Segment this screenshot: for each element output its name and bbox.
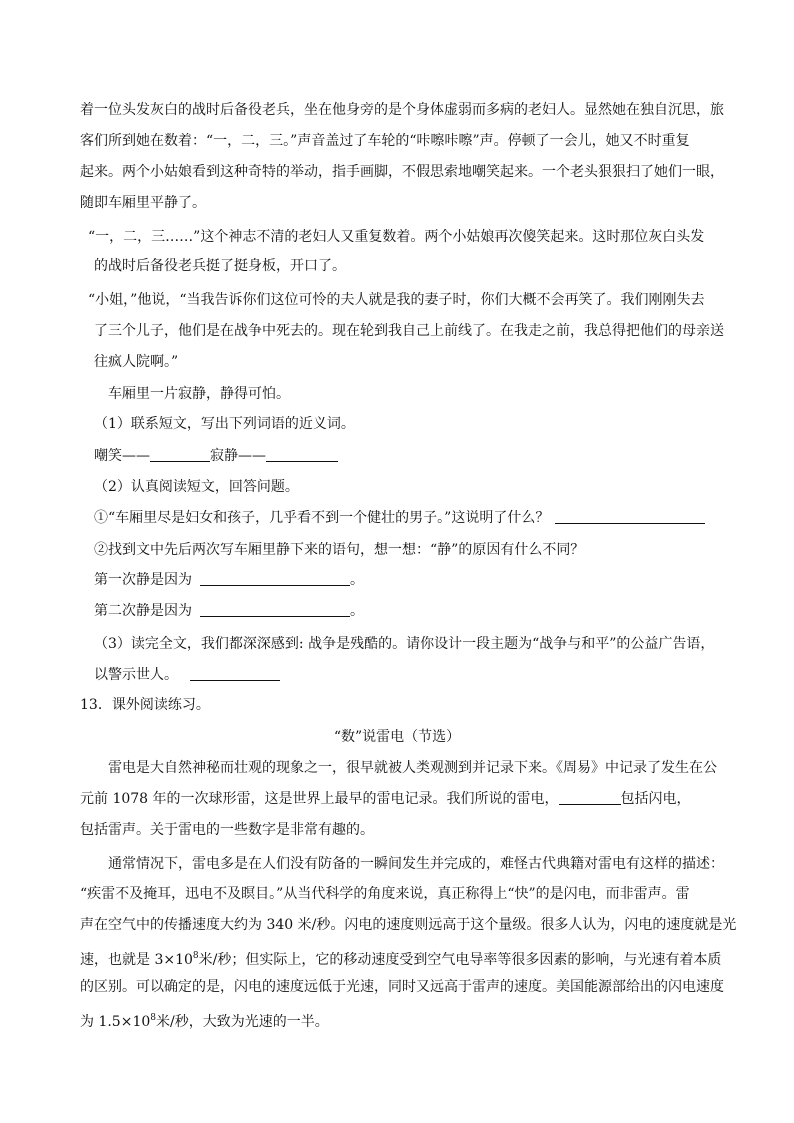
passage-line-5: “一，二，三……”这个神志不清的老妇人又重复数着。两个小姑娘再次傻笑起来。这时那位灰白头发 (88, 229, 705, 245)
passage-line-6: 的战时后备役老兵挺了挺身板，开口了。 (94, 258, 346, 274)
synonym-blank-2[interactable] (266, 447, 338, 462)
passage-line-1: 着一位头发灰白的战时后备役老兵，坐在他身旁的是个身体虚弱而多病的老妇人。显然她在独自沉思，旅 (80, 102, 724, 118)
second-quiet-label: 第二次静是因为 (94, 603, 192, 619)
article-p2-line-4-tail: 米/秒；但实际上，它的移动速度受到空气电导率等很多因素的影响，与光速有着本质 (198, 952, 722, 968)
question-2-second-line (94, 601, 364, 621)
light-speed-base: 速，也就是 3×10 (80, 952, 193, 968)
question-2-1: ①“车厢里尽是妇女和孩子，几乎看不到一个健壮的男子。”这说明了什么？ (94, 510, 550, 526)
article-p1-line-2-tail: 包括闪电， (620, 791, 691, 807)
article-title: “数”说雷电（节选） (333, 729, 461, 745)
synonym-blank-1[interactable] (150, 447, 210, 462)
question-3-line-1: （3）读完全文，我们都深深感到: 战争是残酷的。请你设计一段主题为“战争与和平”的公益广告语， (94, 636, 715, 652)
article-p2-line-4 (80, 946, 721, 966)
light-speed-exponent: 8 (192, 951, 199, 961)
passage-line-9: 往疯人院啊。” (94, 354, 179, 370)
period-1: 。 (350, 572, 364, 588)
synonym-label-1: 嘲笑—— (94, 448, 150, 464)
question-3-blank[interactable] (190, 666, 280, 681)
passage-line-4: 随即车厢里平静了。 (80, 195, 206, 211)
question-1: （1）联系短文，写出下列词语的近义词。 (94, 416, 355, 432)
question-2: （2）认真阅读短文，回答问题。 (94, 479, 299, 495)
question-1-answer-line (94, 446, 338, 466)
section-13-heading: 13．课外阅读练习。 (80, 697, 210, 713)
first-quiet-label: 第一次静是因为 (94, 572, 192, 588)
period-2: 。 (350, 603, 364, 619)
second-quiet-blank[interactable] (200, 602, 350, 617)
article-p2-line-6 (80, 1008, 329, 1028)
question-2-2: ②找到文中先后两次写车厢里静下来的语句，想一想：“静”的原因有什么不同？ (94, 542, 585, 558)
question-2-1-line (94, 508, 705, 528)
passage-line-8: 了三个儿子，他们是在战争中死去的。现在轮到我自己上前线了。在我走之前，我总得把他们的母亲送 (94, 323, 724, 339)
question-2-first-line (94, 570, 364, 590)
first-quiet-blank[interactable] (200, 571, 350, 586)
article-p1-line-2 (80, 789, 691, 809)
article-p2-line-2: “疾雷不及掩耳，迅电不及瞑目。”从当代科学的角度来说，真正称得上“快”的是闪电，而非雷声。雷 (80, 886, 690, 902)
passage-line-2: 客们所到她在数着：“一，二，三。”声音盖过了车轮的“咔嚓咔嚓”声。停顿了一会儿，她又不时重复 (80, 133, 690, 149)
article-p1-line-1: 雷电是大自然神秘而壮观的现象之一，很早就被人类观测到并记录下来。《周易》中记录了发生在公 (108, 760, 717, 776)
article-p1-line-2-text: 元前 1078 年的一次球形雷，这是世界上最早的雷电记录。我们所说的雷电， (80, 791, 559, 807)
article-p2-line-1: 通常情况下，雷电多是在人们没有防备的一瞬间发生并完成的，难怪古代典籍对雷电有这样的描述： (108, 856, 724, 872)
passage-line-10: 车厢里一片寂静，静得可怕。 (108, 386, 290, 402)
question-3-tail: 以警示世人。 (94, 667, 178, 683)
passage-line-7: “小姐，”他说，“当我告诉你们这位可怜的夫人就是我的妻子时，你们大概不会再笑了。我们刚刚失去 (88, 292, 705, 308)
article-p2-line-6-tail: 米/秒，大致为光速的一半。 (156, 1014, 329, 1030)
article-p2-line-3: 声在空气中的传播速度大约为 340 米/秒。闪电的速度则远高于这个量级。很多人认为，闪电的速度就是光 (80, 917, 737, 933)
question-2-1-blank[interactable] (555, 509, 705, 524)
article-blank[interactable] (559, 790, 621, 805)
passage-line-3: 起来。两个小姑娘看到这种奇特的举动，指手画脚，不假思索地嘲笑起来。一个老头狠狠扫了她们一眼， (80, 164, 724, 180)
article-p1-line-3: 包括雷声。关于雷电的一些数字是非常有趣的。 (80, 822, 374, 838)
lightning-speed-base: 为 1.5×10 (80, 1014, 151, 1030)
synonym-label-2: 寂静—— (210, 448, 266, 464)
article-p2-line-5: 的区别。可以确定的是，闪电的速度远低于光速，同时又远高于雷声的速度。美国能源部给出的闪电速度 (80, 979, 724, 995)
lightning-speed-exponent: 8 (150, 1013, 156, 1023)
question-3-line-2 (94, 665, 280, 685)
